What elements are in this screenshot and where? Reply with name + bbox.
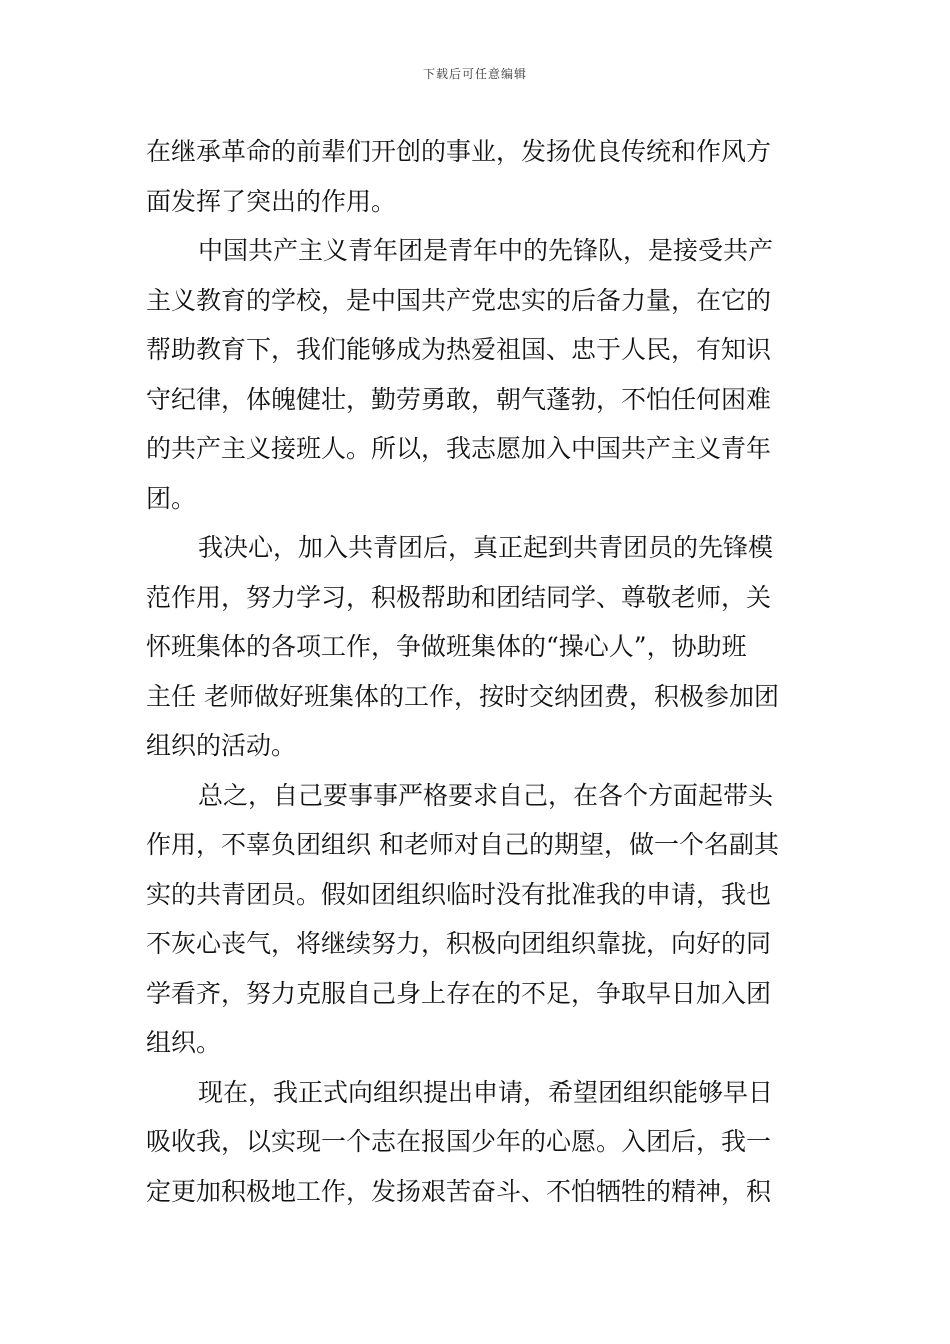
paragraph-first-line: 现在，我正式向组织提出申请，希望团组织能够早日 <box>198 1077 774 1107</box>
text-line: 范作用，努力学习，积极帮助和团结同学、尊敬老师，关 <box>146 582 772 612</box>
body-text <box>146 127 808 1216</box>
text-line: 帮助教育下，我们能够成为热爱祖国、忠于人民，有知识 <box>146 335 772 364</box>
text-line: 主任 老师做好班集体的工作，按时交纳团费，积极参加团 <box>146 681 779 711</box>
text-line: 主义教育的学校，是中国共产党忠实的后备力量，在它的 <box>146 285 772 315</box>
text-line: 实的共青团员。假如团组织临时没有批准我的申请，我也 <box>146 879 772 909</box>
text-line: 组织的活动。 <box>146 731 297 760</box>
text-line: 团。 <box>146 483 197 513</box>
text-line: 定更加积极地工作，发扬艰苦奋斗、不怕牺牲的精神，积 <box>146 1176 772 1206</box>
text-line: 的共产主义接班人。所以，我志愿加入中国共产主义青年 <box>146 434 772 463</box>
text-line: 作用，不辜负团组织 和老师对自己的期望，做一个名副其 <box>146 830 779 859</box>
text-line: 不灰心丧气，将继续努力，积极向团组织靠拢，向好的同 <box>146 929 772 958</box>
text-line: 怀班集体的各项工作，争做班集体的“操心人”，协助班 <box>146 632 747 661</box>
paragraph-first-line: 中国共产主义青年团是青年中的先锋队，是接受共产 <box>198 236 774 265</box>
text-line: 组织。 <box>146 1028 222 1057</box>
text-line: 守纪律，体魄健壮，勤劳勇敢，朝气蓬勃，不怕任何困难 <box>146 384 772 414</box>
text-line: 吸收我，以实现一个志在报国少年的心愿。入团后，我一 <box>146 1127 772 1156</box>
paragraph-first-line: 总之，自己要事事严格要求自己，在各个方面起带头 <box>198 780 774 810</box>
text-line: 面发挥了突出的作用。 <box>146 186 397 216</box>
paragraph-first-line: 我决心，加入共青团后，真正起到共青团员的先锋模 <box>198 533 774 562</box>
text-line: 在继承革命的前辈们开创的事业，发扬优良传统和作风方 <box>146 137 772 166</box>
text-line: 学看齐，努力克服自己身上存在的不足，争取早日加入团 <box>146 978 772 1008</box>
page-header: 下载后可任意编辑 <box>422 67 527 81</box>
